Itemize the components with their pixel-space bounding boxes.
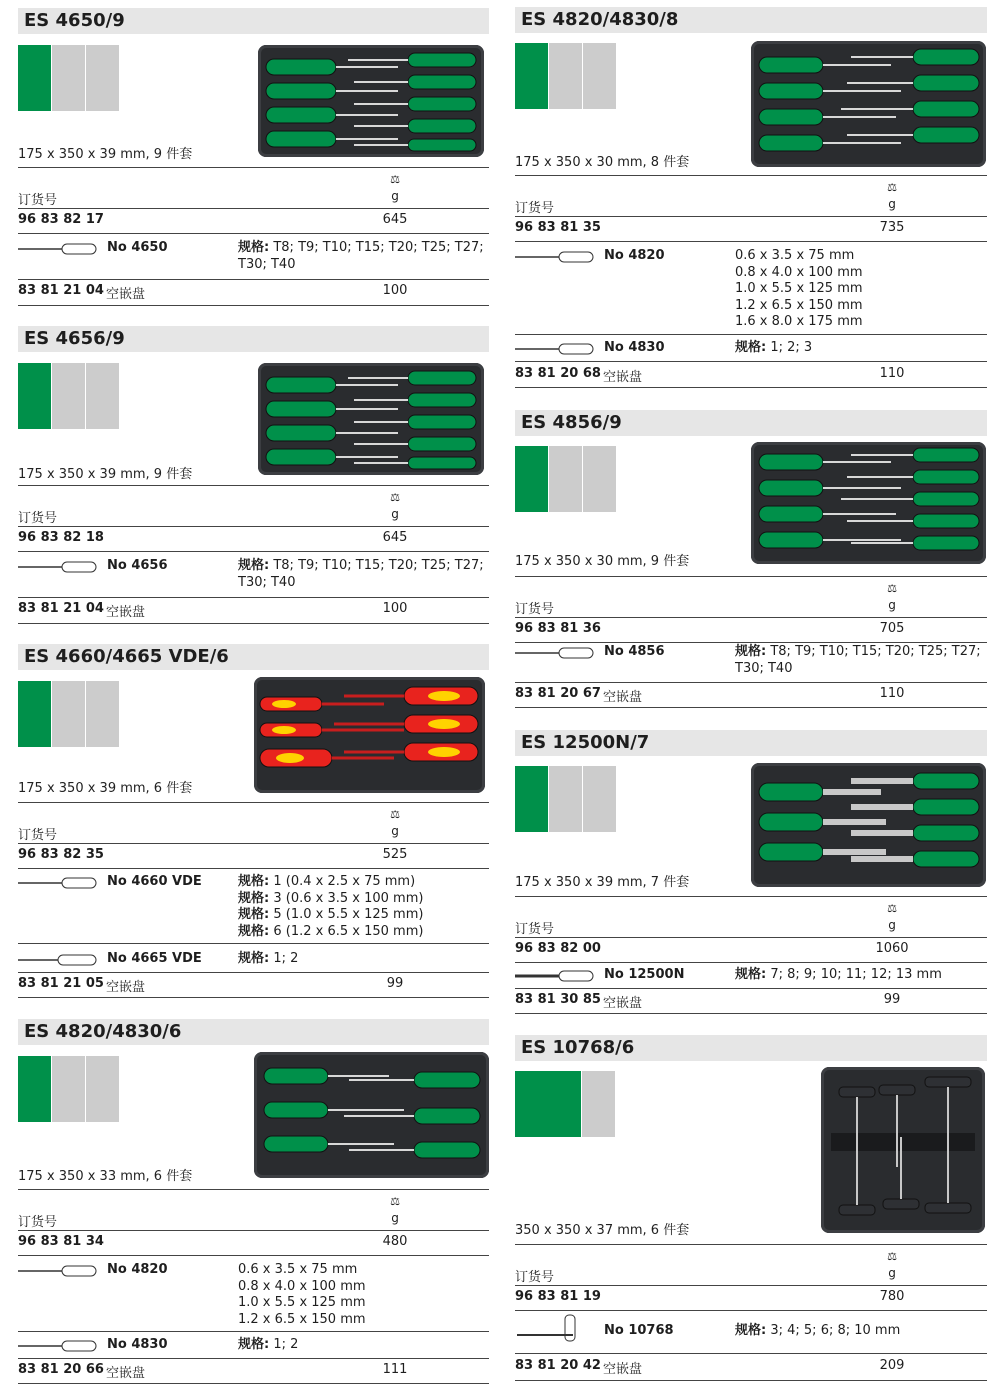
divider — [18, 868, 489, 869]
divider — [18, 1189, 489, 1190]
divider — [515, 175, 987, 176]
screwdriver-set-illustration — [258, 45, 484, 157]
tray-number: 83 81 21 05 — [18, 976, 104, 991]
weight-value: 645 — [382, 212, 408, 227]
unit-label: g — [888, 1266, 896, 1280]
screwdriver-icon — [18, 877, 98, 889]
scale-icon: ⚖ — [390, 1195, 400, 1208]
product-section-4820-8 — [515, 7, 987, 385]
screwdriver-icon — [18, 1340, 98, 1352]
order-number: 96 83 81 19 — [515, 1289, 601, 1304]
item-number: No 4820 — [107, 1262, 168, 1277]
item-spec — [238, 240, 484, 273]
divider — [18, 1358, 489, 1359]
scale-icon: ⚖ — [390, 808, 400, 821]
product-image-tray — [254, 677, 485, 793]
screwdriver-icon — [18, 1265, 98, 1277]
tray-label: 空嵌盘 — [106, 605, 146, 620]
tray-label: 空嵌盘 — [603, 996, 643, 1011]
product-image-tray — [751, 763, 986, 887]
spec-text: T8; T9; T10; T15; T20; T25; T27; — [770, 644, 981, 659]
divider — [18, 526, 489, 527]
spec-text: 1.2 x 6.5 x 150 mm — [735, 297, 863, 313]
spec-line — [238, 240, 484, 257]
spec-text: 5 (1.0 x 5.5 x 125 mm) — [273, 907, 424, 922]
item-number: No 4665 VDE — [107, 951, 202, 966]
divider — [18, 972, 489, 973]
item-number: No 4820 — [604, 248, 665, 263]
order-no-label: 订货号 — [18, 828, 58, 843]
divider — [18, 485, 489, 486]
weight-value: 1060 — [875, 941, 909, 956]
swatch-green — [18, 681, 51, 747]
unit-label: g — [888, 197, 896, 211]
divider — [515, 1310, 987, 1311]
order-no-label: 订货号 — [18, 193, 58, 208]
divider — [515, 1380, 987, 1381]
divider — [18, 597, 489, 598]
dimensions-text: 175 x 350 x 30 mm, 8 件套 — [515, 155, 690, 170]
tray-number: 83 81 20 66 — [18, 1362, 104, 1377]
weight-value: 525 — [382, 847, 408, 862]
section-title: ES 4650/9 — [18, 8, 489, 34]
color-swatches — [18, 45, 120, 111]
dimensions-text: 175 x 350 x 30 mm, 9 件套 — [515, 554, 690, 569]
divider — [18, 997, 489, 998]
screwdriver-icon — [18, 954, 98, 966]
tray-number: 83 81 21 04 — [18, 601, 104, 616]
spec-prefix: 规格: — [238, 890, 270, 906]
swatch-grey — [86, 45, 119, 111]
divider — [515, 1285, 987, 1286]
vde-screwdriver-set-illustration — [254, 677, 485, 793]
spec-prefix: 规格: — [735, 1323, 767, 1338]
scale-icon: ⚖ — [390, 173, 400, 186]
spec-line — [238, 874, 423, 891]
divider — [515, 896, 987, 897]
dimensions-text: 350 x 350 x 37 mm, 6 件套 — [515, 1223, 690, 1238]
tray-weight: 111 — [382, 1362, 408, 1377]
unit-label: g — [391, 824, 399, 838]
scale-icon: ⚖ — [887, 582, 897, 595]
product-section-10768 — [515, 1035, 987, 1377]
color-swatches — [18, 363, 120, 429]
weight-value: 705 — [879, 621, 905, 636]
tray-weight: 99 — [883, 992, 901, 1007]
divider — [515, 1353, 987, 1354]
spec-line — [735, 644, 981, 661]
spec-text: T30; T40 — [238, 574, 296, 590]
product-image-tray — [751, 442, 986, 564]
swatch-grey — [52, 363, 85, 429]
swatch-grey — [86, 681, 119, 747]
swatch-green — [515, 446, 548, 512]
spec-text: 1; 2 — [273, 1337, 299, 1352]
spec-line — [238, 907, 423, 924]
spec-prefix: 规格: — [735, 967, 767, 982]
divider — [515, 988, 987, 989]
tray-label: 空嵌盘 — [106, 287, 146, 302]
order-number: 96 83 82 18 — [18, 530, 104, 545]
divider — [18, 305, 489, 306]
divider — [18, 208, 489, 209]
spec-line — [238, 924, 423, 941]
product-image-tray — [258, 363, 484, 475]
tray-label: 空嵌盘 — [603, 1362, 643, 1377]
spec-text: 0.6 x 3.5 x 75 mm — [238, 1262, 358, 1277]
divider — [515, 1244, 987, 1245]
spec-text: 3 (0.6 x 3.5 x 100 mm) — [273, 890, 424, 906]
product-image-tray — [821, 1067, 985, 1233]
item-number: No 4856 — [604, 644, 665, 659]
unit-label: g — [391, 507, 399, 521]
nut-driver-icon — [515, 970, 595, 982]
item-spec-list — [735, 248, 863, 331]
spec-text: 6 (1.2 x 6.5 x 150 mm) — [273, 923, 424, 939]
product-section-4856 — [515, 410, 987, 705]
item-spec — [735, 1323, 900, 1340]
spec-text: T8; T9; T10; T15; T20; T25; T27; — [273, 240, 484, 255]
weight-value: 480 — [382, 1234, 408, 1249]
divider — [515, 617, 987, 618]
product-image-tray — [254, 1052, 489, 1178]
swatch-green — [18, 363, 51, 429]
section-title: ES 12500N/7 — [515, 730, 987, 756]
spec-line — [238, 951, 298, 968]
spec-text: 0.8 x 4.0 x 100 mm — [735, 264, 863, 280]
spec-text: 1.2 x 6.5 x 150 mm — [238, 1311, 366, 1327]
divider — [515, 216, 987, 217]
divider — [515, 937, 987, 938]
swatch-grey — [52, 681, 85, 747]
dimensions-text: 175 x 350 x 39 mm, 7 件套 — [515, 875, 690, 890]
color-swatches — [515, 766, 617, 832]
divider — [515, 962, 987, 963]
spec-text: 7; 8; 9; 10; 11; 12; 13 mm — [770, 967, 942, 982]
spec-prefix: 规格: — [735, 644, 767, 659]
spec-line — [735, 1323, 900, 1340]
order-no-label: 订货号 — [515, 922, 555, 937]
item-spec — [735, 340, 812, 357]
scale-icon: ⚖ — [887, 1250, 897, 1263]
section-title: ES 4820/4830/6 — [18, 1019, 489, 1045]
item-number: No 4650 — [107, 240, 168, 255]
product-section-4656 — [18, 326, 489, 620]
tray-weight: 99 — [386, 976, 404, 991]
divider — [18, 1331, 489, 1332]
item-spec-list — [238, 874, 423, 940]
order-number: 96 83 81 36 — [515, 621, 601, 636]
spec-text: 0.6 x 3.5 x 75 mm — [735, 248, 855, 263]
spec-line — [238, 891, 423, 908]
product-section-4820-6 — [18, 1019, 489, 1381]
color-swatches — [515, 1071, 616, 1137]
screwdriver-icon — [515, 343, 595, 355]
order-no-label: 订货号 — [18, 511, 58, 526]
spec-prefix: 规格: — [238, 240, 270, 255]
item-number: No 4660 VDE — [107, 874, 202, 889]
swatch-grey — [549, 43, 582, 109]
screwdriver-set-illustration — [751, 41, 986, 167]
scale-icon: ⚖ — [887, 902, 897, 915]
color-swatches — [18, 1056, 120, 1122]
spec-prefix: 规格: — [735, 340, 767, 355]
swatch-green — [515, 766, 548, 832]
t-handle-key-icon — [515, 1313, 585, 1343]
swatch-grey — [549, 446, 582, 512]
product-section-4660-vde — [18, 644, 489, 995]
swatch-grey — [549, 766, 582, 832]
dimensions-text: 175 x 350 x 39 mm, 9 件套 — [18, 467, 193, 482]
section-title: ES 4660/4665 VDE/6 — [18, 644, 489, 670]
spec-text: T30; T40 — [735, 660, 793, 676]
order-number: 96 83 82 17 — [18, 212, 104, 227]
divider — [18, 943, 489, 944]
t-handle-key-set-illustration — [821, 1067, 985, 1233]
spec-prefix: 规格: — [238, 907, 270, 922]
spec-text: 3; 4; 5; 6; 8; 10 mm — [770, 1323, 901, 1338]
divider — [515, 682, 987, 683]
divider — [18, 623, 489, 624]
tray-number: 83 81 20 67 — [515, 686, 601, 701]
spec-line — [238, 558, 484, 575]
divider — [18, 1383, 489, 1384]
spec-prefix: 规格: — [238, 558, 270, 573]
section-title: ES 10768/6 — [515, 1035, 987, 1061]
swatch-green — [515, 1071, 581, 1137]
screwdriver-icon — [515, 251, 595, 263]
order-no-label: 订货号 — [515, 201, 555, 216]
divider — [18, 279, 489, 280]
swatch-grey — [52, 1056, 85, 1122]
tray-weight: 100 — [382, 601, 408, 616]
screwdriver-icon — [18, 243, 98, 255]
spec-prefix: 规格: — [238, 951, 270, 966]
order-number: 96 83 81 35 — [515, 220, 601, 235]
color-swatches — [515, 446, 617, 512]
spec-text: 1.0 x 5.5 x 125 mm — [735, 281, 863, 296]
spec-prefix: 规格: — [238, 1337, 270, 1352]
weight-value: 780 — [879, 1289, 905, 1304]
weight-value: 645 — [382, 530, 408, 545]
divider — [18, 551, 489, 552]
item-spec — [735, 644, 981, 677]
screwdriver-icon — [515, 647, 595, 659]
divider — [18, 1255, 489, 1256]
order-no-label: 订货号 — [18, 1215, 58, 1230]
divider — [18, 843, 489, 844]
swatch-grey — [583, 43, 616, 109]
order-no-label: 订货号 — [515, 1270, 555, 1285]
nut-driver-set-illustration — [751, 763, 986, 887]
divider — [18, 167, 489, 168]
tray-weight: 110 — [879, 366, 905, 381]
order-number: 96 83 81 34 — [18, 1234, 104, 1249]
swatch-grey — [583, 766, 616, 832]
tray-number: 83 81 20 42 — [515, 1358, 601, 1373]
scale-icon: ⚖ — [887, 181, 897, 194]
divider — [515, 387, 987, 388]
color-swatches — [515, 43, 617, 109]
swatch-grey — [86, 1056, 119, 1122]
tray-weight: 110 — [879, 686, 905, 701]
order-number: 96 83 82 35 — [18, 847, 104, 862]
item-number: No 4656 — [107, 558, 168, 573]
tray-label: 空嵌盘 — [603, 370, 643, 385]
product-section-12500n — [515, 730, 987, 1011]
unit-label: g — [888, 918, 896, 932]
item-number: No 4830 — [604, 340, 665, 355]
spec-line — [238, 1337, 298, 1354]
screwdriver-icon — [18, 561, 98, 573]
tray-weight: 209 — [879, 1358, 905, 1373]
divider — [515, 361, 987, 362]
spec-text: T8; T9; T10; T15; T20; T25; T27; — [273, 558, 484, 573]
spec-text: 1.0 x 5.5 x 125 mm — [238, 1295, 366, 1310]
swatch-grey — [583, 446, 616, 512]
item-number: No 4830 — [107, 1337, 168, 1352]
order-number: 96 83 82 00 — [515, 941, 601, 956]
tray-number: 83 81 20 68 — [515, 366, 601, 381]
swatch-green — [18, 45, 51, 111]
tray-label: 空嵌盘 — [106, 980, 146, 995]
unit-label: g — [391, 189, 399, 203]
product-image-tray — [258, 45, 484, 157]
divider — [18, 1230, 489, 1231]
item-spec — [238, 558, 484, 591]
item-number: No 12500N — [604, 967, 685, 982]
tray-weight: 100 — [382, 283, 408, 298]
divider — [515, 1013, 987, 1014]
product-image-tray — [751, 41, 986, 167]
divider — [515, 241, 987, 242]
tray-label: 空嵌盘 — [106, 1366, 146, 1381]
unit-label: g — [888, 598, 896, 612]
spec-text: 1; 2 — [273, 951, 299, 966]
screwdriver-set-illustration — [254, 1052, 489, 1178]
section-title: ES 4656/9 — [18, 326, 489, 352]
section-title: ES 4856/9 — [515, 410, 987, 436]
tray-number: 83 81 30 85 — [515, 992, 601, 1007]
item-spec — [238, 1337, 298, 1354]
divider — [515, 576, 987, 577]
swatch-green — [18, 1056, 51, 1122]
divider — [515, 642, 987, 643]
swatch-grey — [52, 45, 85, 111]
dimensions-text: 175 x 350 x 39 mm, 6 件套 — [18, 781, 193, 796]
divider — [18, 233, 489, 234]
spec-prefix: 规格: — [238, 923, 270, 939]
spec-text: T30; T40 — [238, 256, 296, 272]
swatch-green — [515, 43, 548, 109]
dimensions-text: 175 x 350 x 33 mm, 6 件套 — [18, 1169, 193, 1184]
item-spec — [238, 951, 298, 968]
tray-label: 空嵌盘 — [603, 690, 643, 705]
color-swatches — [18, 681, 120, 747]
spec-text: 1; 2; 3 — [770, 340, 813, 355]
section-title: ES 4820/4830/8 — [515, 7, 987, 33]
weight-value: 735 — [879, 220, 905, 235]
unit-label: g — [391, 1211, 399, 1225]
screwdriver-set-illustration — [258, 363, 484, 475]
spec-prefix: 规格: — [238, 874, 270, 889]
spec-text: 0.8 x 4.0 x 100 mm — [238, 1278, 366, 1294]
swatch-grey — [582, 1071, 615, 1137]
spec-line — [735, 340, 812, 357]
spec-line — [735, 967, 942, 984]
swatch-grey — [86, 363, 119, 429]
order-no-label: 订货号 — [515, 602, 555, 617]
tray-number: 83 81 21 04 — [18, 283, 104, 298]
item-spec-list — [238, 1262, 366, 1328]
divider — [18, 802, 489, 803]
item-spec — [735, 967, 942, 984]
spec-text: 1.6 x 8.0 x 175 mm — [735, 314, 863, 329]
scale-icon: ⚖ — [390, 491, 400, 504]
spec-text: 1 (0.4 x 2.5 x 75 mm) — [273, 874, 416, 889]
screwdriver-set-illustration — [751, 442, 986, 564]
divider — [515, 334, 987, 335]
dimensions-text: 175 x 350 x 39 mm, 9 件套 — [18, 147, 193, 162]
divider — [515, 707, 987, 708]
product-section-4650 — [18, 8, 489, 302]
item-number: No 10768 — [604, 1323, 674, 1338]
